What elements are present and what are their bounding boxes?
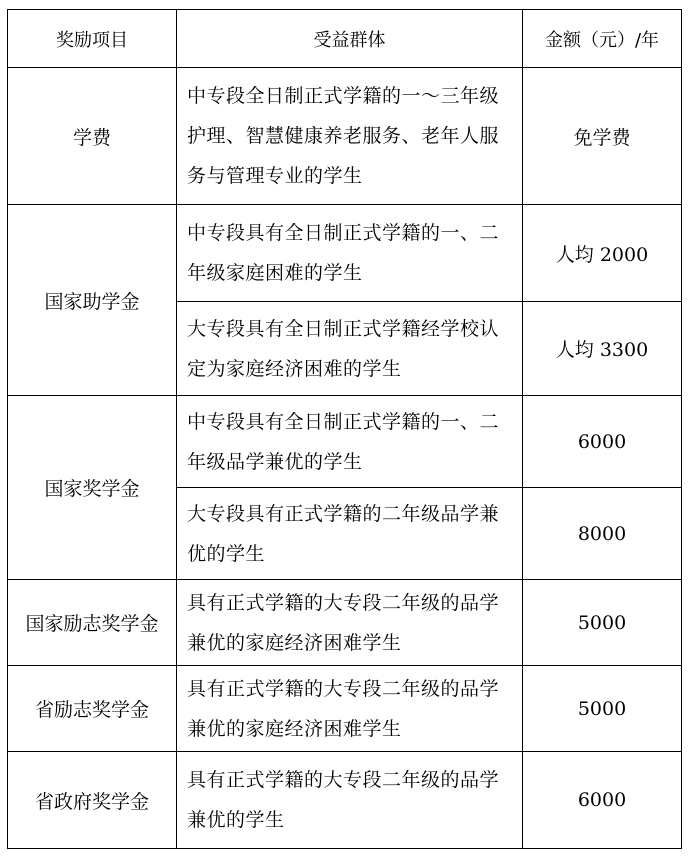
table-row	[8, 396, 682, 488]
award-item-cell: 国家奖学金	[8, 396, 177, 580]
beneficiary-cell: 中专段具有全日制正式学籍的一、二年级品学兼优的学生	[177, 396, 523, 488]
amount-cell: 免学费	[523, 68, 682, 205]
table-row	[8, 666, 682, 752]
beneficiary-cell: 具有正式学籍的大专段二年级的品学兼优的家庭经济困难学生	[177, 666, 523, 752]
table-row	[8, 205, 682, 302]
amount-cell: 5000	[523, 666, 682, 752]
amount-cell: 6000	[523, 752, 682, 849]
amount-cell: 5000	[523, 580, 682, 666]
table-row	[8, 68, 682, 205]
scholarship-table	[7, 9, 682, 849]
amount-cell: 6000	[523, 396, 682, 488]
header-award-item: 奖励项目	[8, 10, 177, 68]
beneficiary-cell: 具有正式学籍的大专段二年级的品学兼优的家庭经济困难学生	[177, 580, 523, 666]
table-row	[8, 752, 682, 849]
header-amount: 金额（元）/年	[523, 10, 682, 68]
beneficiary-cell: 大专段具有正式学籍的二年级品学兼优的学生	[177, 488, 523, 580]
award-item-cell: 省政府奖学金	[8, 752, 177, 849]
table-header-row	[8, 10, 682, 68]
beneficiary-cell: 大专段具有全日制正式学籍经学校认定为家庭经济困难的学生	[177, 302, 523, 396]
award-item-cell: 国家励志奖学金	[8, 580, 177, 666]
beneficiary-cell: 具有正式学籍的大专段二年级的品学兼优的学生	[177, 752, 523, 849]
header-beneficiary: 受益群体	[177, 10, 523, 68]
award-item-cell: 学费	[8, 68, 177, 205]
award-item-cell: 省励志奖学金	[8, 666, 177, 752]
amount-cell: 人均 2000	[523, 205, 682, 302]
table-row	[8, 580, 682, 666]
amount-cell: 8000	[523, 488, 682, 580]
amount-cell: 人均 3300	[523, 302, 682, 396]
beneficiary-cell: 中专段具有全日制正式学籍的一、二年级家庭困难的学生	[177, 205, 523, 302]
beneficiary-cell: 中专段全日制正式学籍的一～三年级护理、智慧健康养老服务、老年人服务与管理专业的学生	[177, 68, 523, 205]
award-item-cell: 国家助学金	[8, 205, 177, 396]
